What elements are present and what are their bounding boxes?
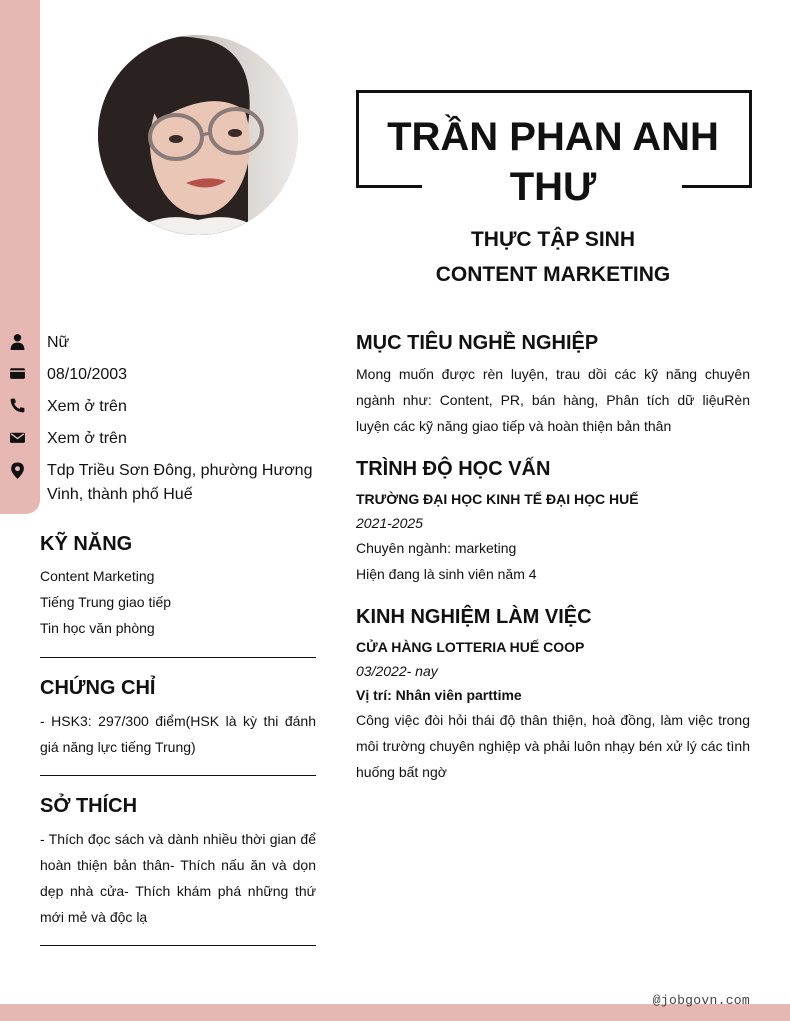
experience-period: 03/2022- nay	[356, 663, 438, 679]
email-value: Xem ở trên	[47, 430, 127, 447]
contact-phone	[0, 392, 320, 424]
education-major: Chuyên ngành: marketing	[356, 540, 517, 556]
skill-item: Tiếng Trung giao tiếp	[40, 594, 172, 610]
certificates-title: CHỨNG CHỈ	[40, 677, 156, 699]
address-value: Tdp Triều Sơn Đông, phường Hương Vinh, thành phố Huế	[47, 462, 313, 503]
objective-text: Mong muốn được rèn luyện, trau dồi các kỹ năng chuyên ngành như: Content, PR, bán hàng, Phân tích dữ liệuRèn luyện các kỹ năng giao tiếp và hoàn thiện bản thân	[356, 366, 750, 434]
location-icon	[9, 461, 26, 480]
skill-item: Content Marketing	[40, 568, 155, 584]
full-name	[356, 112, 750, 212]
certificates-section	[40, 675, 316, 760]
person-icon	[9, 333, 26, 350]
company-name: CỬA HÀNG LOTTERIA HUẾ COOP	[356, 639, 585, 655]
mail-icon	[9, 429, 26, 446]
experience-title: KINH NGHIỆM LÀM VIỆC	[356, 606, 592, 628]
name-line-1: TRẦN PHAN ANH	[387, 115, 719, 159]
objective-title: MỤC TIÊU NGHỀ NGHIỆP	[356, 332, 599, 354]
education-section	[356, 456, 750, 587]
education-period: 2021-2025	[356, 515, 423, 531]
role-line-1: THỰC TẬP SINH	[470, 228, 636, 251]
birthday-value: 08/10/2003	[47, 366, 128, 383]
divider	[40, 945, 316, 946]
certificates-text: - HSK3: 297/300 điểm(HSK là kỳ thi đánh giá năng lực tiếng Trung)	[40, 713, 316, 755]
profile-photo	[98, 35, 298, 235]
experience-position: Vị trí: Nhân viên parttime	[356, 687, 522, 703]
contact-birthday	[0, 360, 320, 392]
contact-gender	[0, 328, 320, 360]
divider	[40, 657, 316, 658]
skill-item: Tin học văn phòng	[40, 620, 155, 636]
phone-icon	[9, 397, 26, 414]
skills-title: KỸ NĂNG	[40, 533, 133, 555]
watermark: @jobgovn.com	[652, 993, 750, 1008]
role-line-2: CONTENT MARKETING	[435, 263, 671, 286]
hobbies-text: - Thích đọc sách và dành nhiều thời gian để hoàn thiện bản thân- Thích nấu ăn và dọn dẹp nhà cửa- Thích khám phá những thứ mới mẻ và độc lạ	[40, 831, 316, 925]
divider	[40, 775, 316, 776]
job-title	[356, 222, 750, 292]
phone-value: Xem ở trên	[47, 398, 127, 415]
education-title: TRÌNH ĐỘ HỌC VẤN	[356, 458, 551, 480]
skills-section	[40, 531, 316, 641]
experience-description: Công việc đòi hỏi thái độ thân thiện, hoà đồng, làm việc trong môi trường chuyên nghiệp và phải luôn nhạy bén xử lý các tình huống bất ngờ	[356, 712, 750, 780]
contact-info	[0, 328, 320, 504]
contact-email	[0, 424, 320, 456]
name-line-2: THƯ	[509, 165, 597, 209]
objective-section	[356, 330, 750, 439]
hobbies-section	[40, 793, 316, 930]
education-status: Hiện đang là sinh viên năm 4	[356, 566, 537, 582]
hobbies-title: SỞ THÍCH	[40, 795, 138, 817]
school-name: TRƯỜNG ĐẠI HỌC KINH TẾ ĐẠI HỌC HUẾ	[356, 491, 639, 507]
gender-value: Nữ	[47, 334, 70, 351]
experience-section	[356, 604, 750, 785]
calendar-icon	[9, 365, 26, 382]
contact-address	[0, 456, 320, 504]
